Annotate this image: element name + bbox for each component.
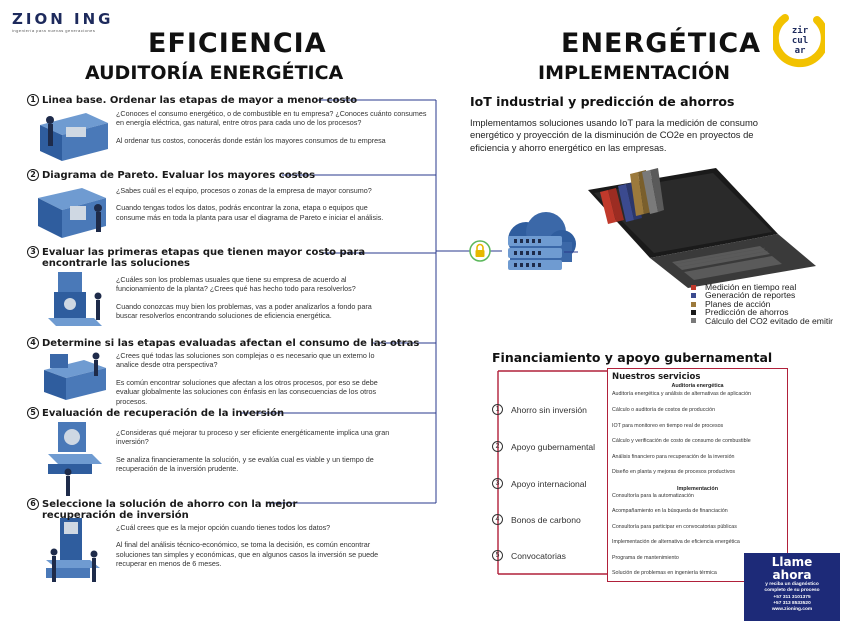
cta-sub-1: y reciba un diagnóstico [765, 582, 819, 587]
step-6-title: 6 Seleccione la solución de ahorro con la mejor recuperación de inversión [27, 498, 297, 521]
service-line: Cálculo o auditoría de costos de producción [612, 407, 716, 413]
step-5-body: ¿Consideras qué mejorar tu proceso y ser eficiente energéticamente implica una gran inversión? Se analiza financieramente la solución, y se evalúa cual es viable y un tiempo de recuperación de la inversión prudente. [116, 428, 390, 474]
step-2-number: 2 [27, 169, 39, 181]
step-6-number: 6 [27, 498, 39, 510]
legend-item-4: Predicción de ahorros [691, 308, 833, 316]
legend-swatch-icon [691, 293, 696, 298]
financing-item-4: 4 Bonos de carbono [492, 514, 581, 525]
title-auditoria: AUDITORÍA ENERGÉTICA [85, 62, 344, 84]
iot-heading: IoT industrial y predicción de ahorros [470, 94, 735, 109]
step-6-body: ¿Cuál crees que es la mejor opción cuando tienes todos los datos? Al final del análisis técnico-económico, se toma la decisión, es común encontrar soluciones tan simples y económicas, que en algunos casos la inversión se puede recuperar en menos de 6 meses. [116, 523, 379, 569]
machine-illustration-1 [36, 105, 112, 167]
cta-title-2: ahora [772, 568, 812, 582]
service-line: Solución de problemas en ingeniería térmica [612, 570, 717, 576]
step-4-title: 4 Determine si las etapas evaluadas afectan el consumo de las otras [27, 337, 419, 349]
financing-item-3: 3 Apoyo internacional [492, 478, 587, 489]
title-implementacion: IMPLEMENTACIÓN [538, 62, 731, 84]
service-line: Consultoría para la automatización [612, 493, 694, 499]
services-implementacion-heading: Implementación [676, 486, 719, 492]
legend-item-2: Generación de reportes [691, 291, 833, 299]
laptop-icon [580, 162, 820, 288]
zircular-line3: ar [794, 46, 806, 56]
zircular-line1: zir [791, 26, 809, 36]
service-line: Diseño en planta y mejoras de procesos productivos [612, 469, 736, 475]
step-4-body: ¿Crees qué todas las soluciones son complejas o es necesario que un externo lo analice desde otra perspectiva? Es común encontrar soluciones que afectan a los otros procesos, por eso se debe evaluar globalmente las soluciones con énfasis en las consecuencias de los otros procesos. [116, 351, 378, 406]
machine-illustration-4 [40, 346, 110, 406]
step-3-title: 3 Evaluar las primeras etapas que tienen mayor costo para encontrarle las soluciones [27, 246, 365, 269]
service-line: Cálculo y verificación de costo de consumo de combustible [612, 438, 751, 444]
machine-illustration-6 [42, 516, 106, 590]
step-5-number: 5 [27, 407, 39, 419]
step-3-body: ¿Cuáles son los problemas usuales que tiene su empresa de acuerdo al funcionamiento de la planta? ¿Crees qué has hecho todo para resolverlos? Cuando conozcas muy bien los problemas, vas a poder analizarlos a fondo para buscar resolverlos encontrando soluciones de eficiencia energética. [116, 275, 372, 321]
service-line: Auditoría energética y análisis de alternativas de aplicación [612, 391, 751, 397]
legend-swatch-icon [691, 285, 696, 290]
services-auditoria-heading: Auditoría energética [671, 383, 724, 389]
financing-item-2: 2 Apoyo gubernamental [492, 441, 595, 452]
legend-item-3: Planes de acción [691, 300, 833, 308]
step-3-number: 3 [27, 246, 39, 258]
cta-box[interactable] [744, 553, 840, 621]
legend-swatch-icon [691, 302, 696, 307]
financing-heading: Financiamiento y apoyo gubernamental [492, 350, 773, 365]
title-energetica: ENERGÉTICA [561, 28, 762, 59]
cloud-server-icon [500, 210, 580, 282]
cta-sub-2: completo de su proceso [764, 587, 820, 593]
step-1-number: 1 [27, 94, 39, 106]
legend-swatch-icon [691, 310, 696, 315]
step-2-body: ¿Sabes cuál es el equipo, procesos o zonas de la empresa de mayor consumo? Cuando tengas todos los datos, podrás encontrar la zona, etapa o equipos que consume más en toda la planta para usar el diagrama de Pareto e iniciar el análisis. [116, 186, 384, 222]
brand-tagline: ingeniería para nuevas generaciones [12, 28, 96, 33]
service-line: IOT para monitoreo en tiempo real de procesos [612, 423, 724, 429]
chart-legend [691, 283, 833, 325]
step-5-title: 5 Evaluación de recuperación de la inversión [27, 407, 284, 419]
brand-name: ZION ING [12, 10, 114, 28]
step-4-number: 4 [27, 337, 39, 349]
financing-item-5: 5 Convocatorias [492, 550, 566, 561]
service-line: Consultoría para participar en convocatorias públicas [612, 524, 737, 530]
step-1-body: ¿Conoces el consumo energético, o de combustible en tu empresa? ¿Conoces cuánto consumes en energía eléctrica, gas natural, entre otros para cada uno de los procesos? Al ordenar tus costos, conocerás donde están los mayores consumos de tu empresa [116, 109, 427, 145]
zircular-line2: cul [791, 36, 809, 46]
cta-website-link[interactable]: www.zioning.com [771, 607, 813, 613]
machine-illustration-5 [46, 420, 106, 498]
iot-text: Implementamos soluciones usando IoT para la medición de consumo energético y proyección de la disminución de CO2e en proyectos de eficiencia y ahorro energético en las empresas. [470, 117, 759, 153]
step-1-title: 1 Linea base. Ordenar las etapas de mayor a menor costo [27, 94, 357, 106]
services-title: Nuestros servicios [612, 372, 701, 382]
cta-phone-2[interactable]: +57 313 8533520 [773, 600, 811, 606]
lock-icon [469, 240, 491, 262]
financing-item-1: 1 Ahorro sin inversión [492, 404, 587, 415]
cta-phone-1[interactable]: +57 311 3101375 [773, 595, 811, 601]
service-line: Acompañamiento en la búsqueda de financiación [612, 508, 728, 514]
step-2-title: 2 Diagrama de Pareto. Evaluar los mayores costos [27, 169, 315, 181]
legend-item-1: Medición en tiempo real [691, 283, 833, 291]
legend-item-5: Cálculo del CO2 evitado de emitir [691, 317, 833, 325]
service-line: Implementación de alternativa de eficiencia energética [612, 539, 740, 545]
legend-swatch-icon [691, 318, 696, 323]
services-box [607, 368, 788, 582]
cta-title-1: Llame [771, 555, 813, 569]
title-eficiencia: EFICIENCIA [148, 28, 327, 59]
machine-illustration-2 [36, 182, 112, 244]
service-line: Análisis financiero para recuperación de la inversión [612, 454, 735, 460]
service-line: Programa de mantenimiento [612, 555, 679, 561]
machine-illustration-3 [44, 268, 106, 334]
